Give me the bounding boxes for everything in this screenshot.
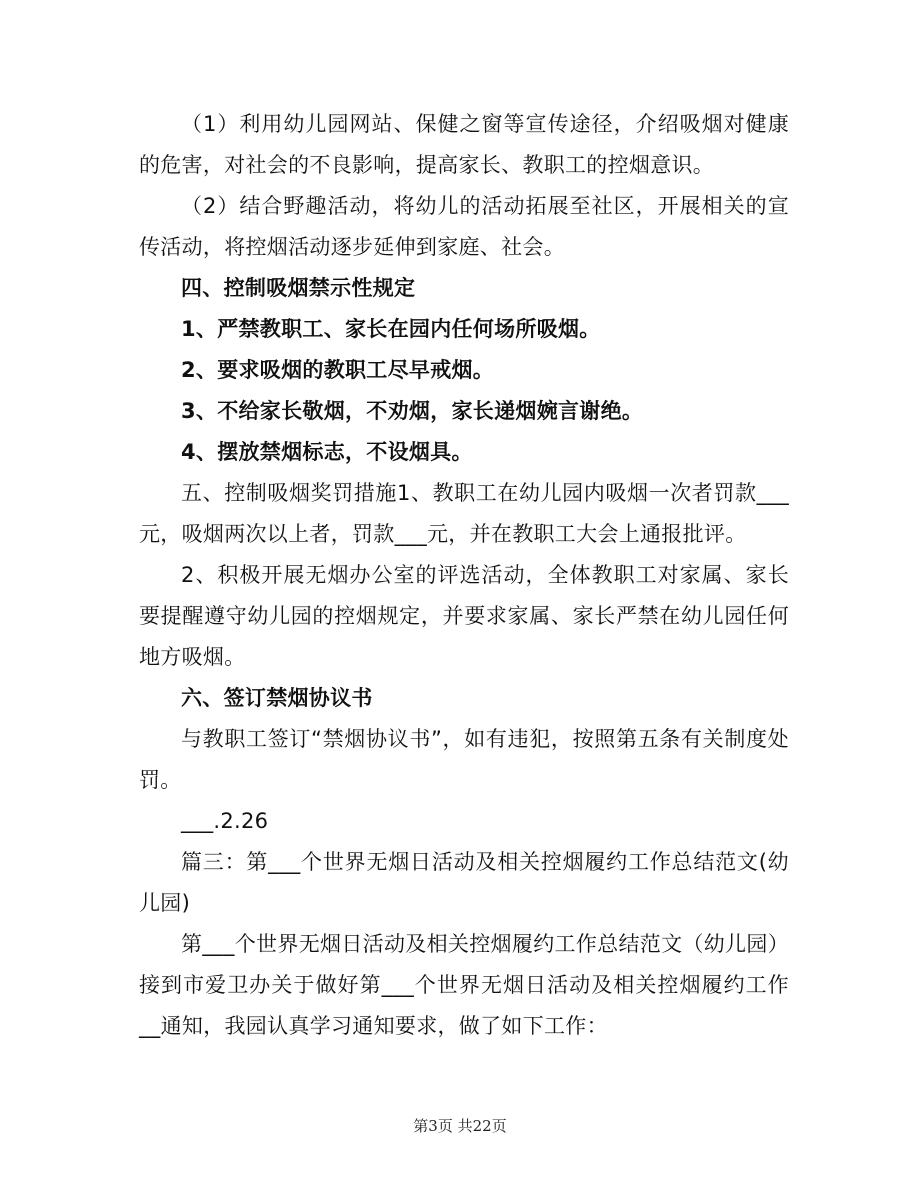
chapter-three-title: 篇三：第___个世界无烟日活动及相关控烟履约工作总结范文(幼儿园): [139, 850, 789, 915]
section-5-paragraph: 五、控制吸烟奖罚措施1、教职工在幼儿园内吸烟一次者罚款___元，吸烟两次以上者，罚款___元，并在教职工大会上通报批评。: [139, 481, 789, 546]
paragraph-summary-intro: 第___个世界无烟日活动及相关控烟履约工作总结范文（幼儿园）接到市爱卫办关于做好第___个世界无烟日活动及相关控烟履约工作__通知，我园认真学习通知要求，做了如下工作：: [139, 932, 789, 1038]
paragraph-publicity-2: （2）结合野趣活动，将幼儿的活动拓展至社区，开展相关的宣传活动，将控烟活动逐步延伸到家庭、社会。: [139, 194, 789, 259]
paragraph-agreement: 与教职工签订“禁烟协议书”，如有违犯，按照第五条有关制度处罚。: [139, 727, 789, 792]
rule-item-4: 4、摆放禁烟标志，不设烟具。: [181, 440, 473, 464]
page-number: 第3页 共22页: [413, 1117, 507, 1135]
section-heading-6: 六、签订禁烟协议书: [181, 686, 373, 710]
section-heading-4: 四、控制吸烟禁示性规定: [181, 276, 416, 300]
rule-item-3: 3、不给家长敬烟，不劝烟，家长递烟婉言谢绝。: [181, 399, 644, 423]
paragraph-publicity-1: （1）利用幼儿园网站、保健之窗等宣传途径，介绍吸烟对健康的危害，对社会的不良影响，提高家长、教职工的控烟意识。: [139, 112, 789, 177]
paragraph-no-smoking-office: 2、积极开展无烟办公室的评选活动，全体教职工对家属、家长要提醒遵守幼儿园的控烟规定，并要求家属、家长严禁在幼儿园任何地方吸烟。: [139, 563, 789, 669]
rule-item-2: 2、要求吸烟的教职工尽早戒烟。: [181, 358, 495, 382]
rule-item-1: 1、严禁教职工、家长在园内任何场所吸烟。: [181, 317, 601, 341]
date-line: ___.2.26: [181, 809, 269, 833]
document-body: [139, 104, 789, 1047]
